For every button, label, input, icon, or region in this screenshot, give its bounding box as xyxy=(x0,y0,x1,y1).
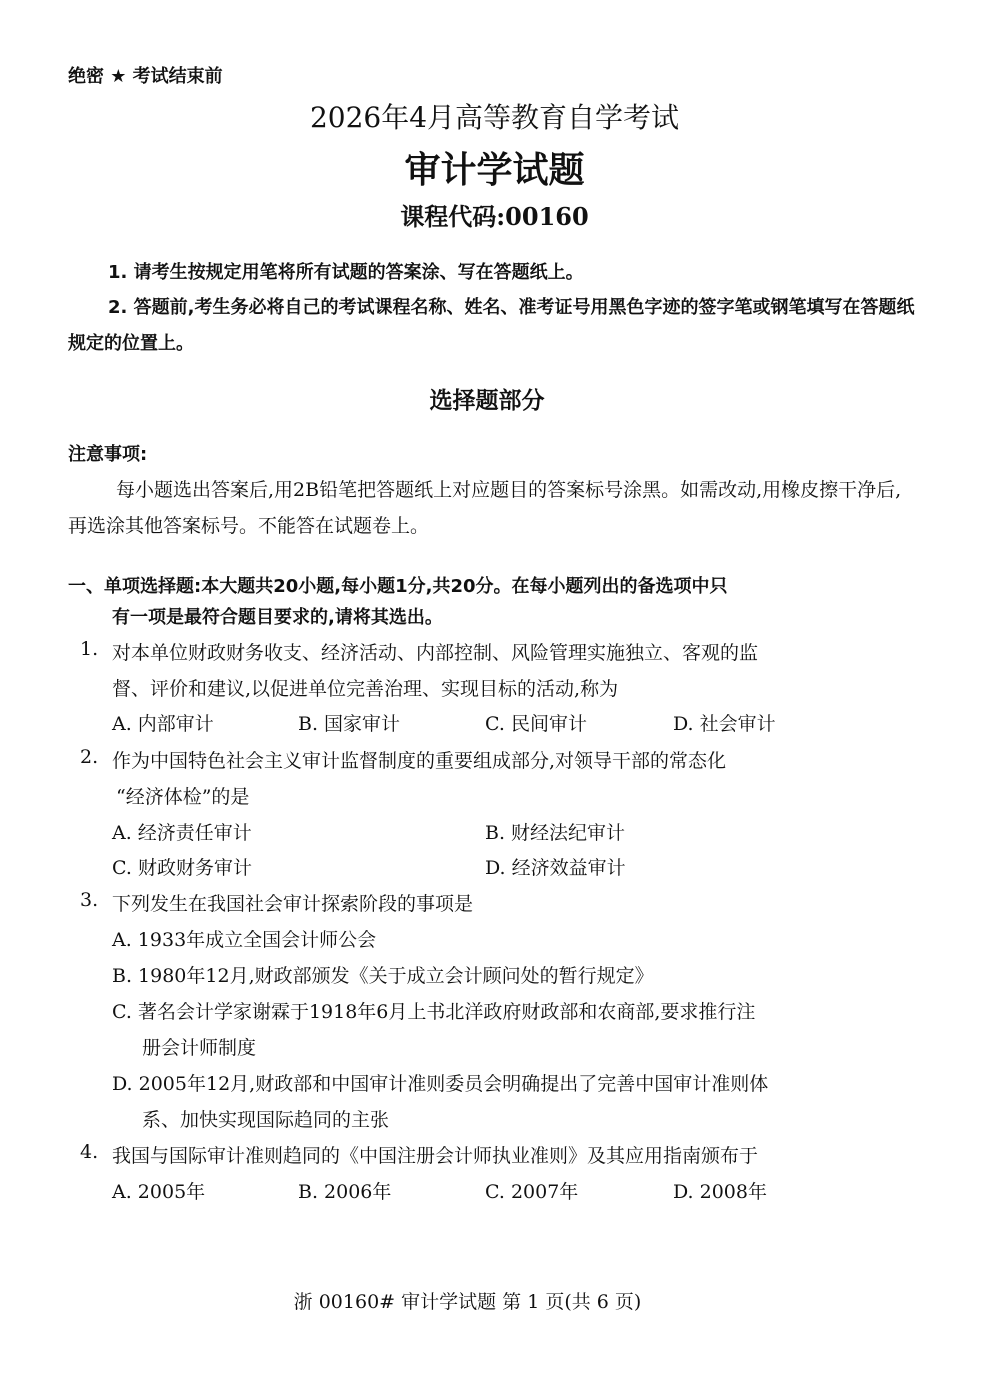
option-b: B. 财经法纪审计 xyxy=(485,822,626,844)
option-b: B. 1980年12月,财政部颁发《关于成立会计顾问处的暂行规定》 xyxy=(112,965,654,987)
question-text: “经济体检”的是 xyxy=(116,786,250,808)
exam-title: 2026年4月高等教育自学考试 xyxy=(309,101,680,134)
page-footer: 浙 00160# 审计学试题 第 1 页(共 6 页) xyxy=(293,1291,642,1313)
option-c: C. 著名会计学家谢霖于1918年6月上书北洋政府财政部和农商部,要求推行注 xyxy=(112,1001,756,1023)
option-d: D. 2008年 xyxy=(673,1181,767,1203)
part-one-heading: 一、单项选择题:本大题共20小题,每小题1分,共20分。在每小题列出的备选项中只 xyxy=(68,576,728,597)
subject-title: 审计学试题 xyxy=(404,149,585,191)
option-c-cont: 册会计师制度 xyxy=(142,1037,257,1059)
option-d: D. 2005年12月,财政部和中国审计准则委员会明确提出了完善中国审计准则体 xyxy=(112,1073,769,1095)
option-a: A. 1933年成立全国会计师公会 xyxy=(112,929,377,951)
option-d-cont: 系、加快实现国际趋同的主张 xyxy=(142,1109,390,1131)
notice-label: 注意事项: xyxy=(68,444,148,465)
question-text: 对本单位财政财务收支、经济活动、内部控制、风险管理实施独立、客观的监 xyxy=(112,642,759,664)
option-a: A. 内部审计 xyxy=(112,713,214,735)
question-text: 作为中国特色社会主义审计监督制度的重要组成部分,对领导干部的常态化 xyxy=(112,750,727,772)
question-text: 我国与国际审计准则趋同的《中国注册会计师执业准则》及其应用指南颁布于 xyxy=(112,1145,759,1167)
course-code: 课程代码:00160 xyxy=(400,202,589,231)
question-number: 2. xyxy=(80,746,99,768)
part-one-heading-cont: 有一项是最符合题目要求的,请将其选出。 xyxy=(112,607,443,628)
instruction-2: 2. 答题前,考生务必将自己的考试课程名称、姓名、准考证号用黑色字迹的签字笔或钢笔填写在答题纸规定的位置上。 xyxy=(68,297,915,354)
confidential-mark: 绝密 ★ 考试结束前 xyxy=(68,66,223,87)
option-b: B. 2006年 xyxy=(298,1181,392,1203)
question-text: 下列发生在我国社会审计探索阶段的事项是 xyxy=(112,893,474,915)
option-c: C. 财政财务审计 xyxy=(112,857,252,879)
option-c: C. 民间审计 xyxy=(485,713,587,735)
option-a: A. 2005年 xyxy=(112,1181,206,1203)
question-number: 4. xyxy=(80,1141,99,1163)
question-text: 督、评价和建议,以促进单位完善治理、实现目标的活动,称为 xyxy=(112,678,619,700)
question-number: 3. xyxy=(80,889,99,911)
option-d: D. 经济效益审计 xyxy=(485,857,626,879)
option-d: D. 社会审计 xyxy=(673,713,776,735)
notice-text: 每小题选出答案后,用2B铅笔把答题纸上对应题目的答案标号涂黑。如需改动,用橡皮擦干净后,再选涂其他答案标号。不能答在试题卷上。 xyxy=(68,479,902,537)
option-c: C. 2007年 xyxy=(485,1181,579,1203)
question-number: 1. xyxy=(80,638,99,660)
instruction-1: 1. 请考生按规定用笔将所有试题的答案涂、写在答题纸上。 xyxy=(108,262,584,283)
option-a: A. 经济责任审计 xyxy=(112,822,252,844)
option-b: B. 国家审计 xyxy=(298,713,401,735)
section-title: 选择题部分 xyxy=(429,388,545,414)
